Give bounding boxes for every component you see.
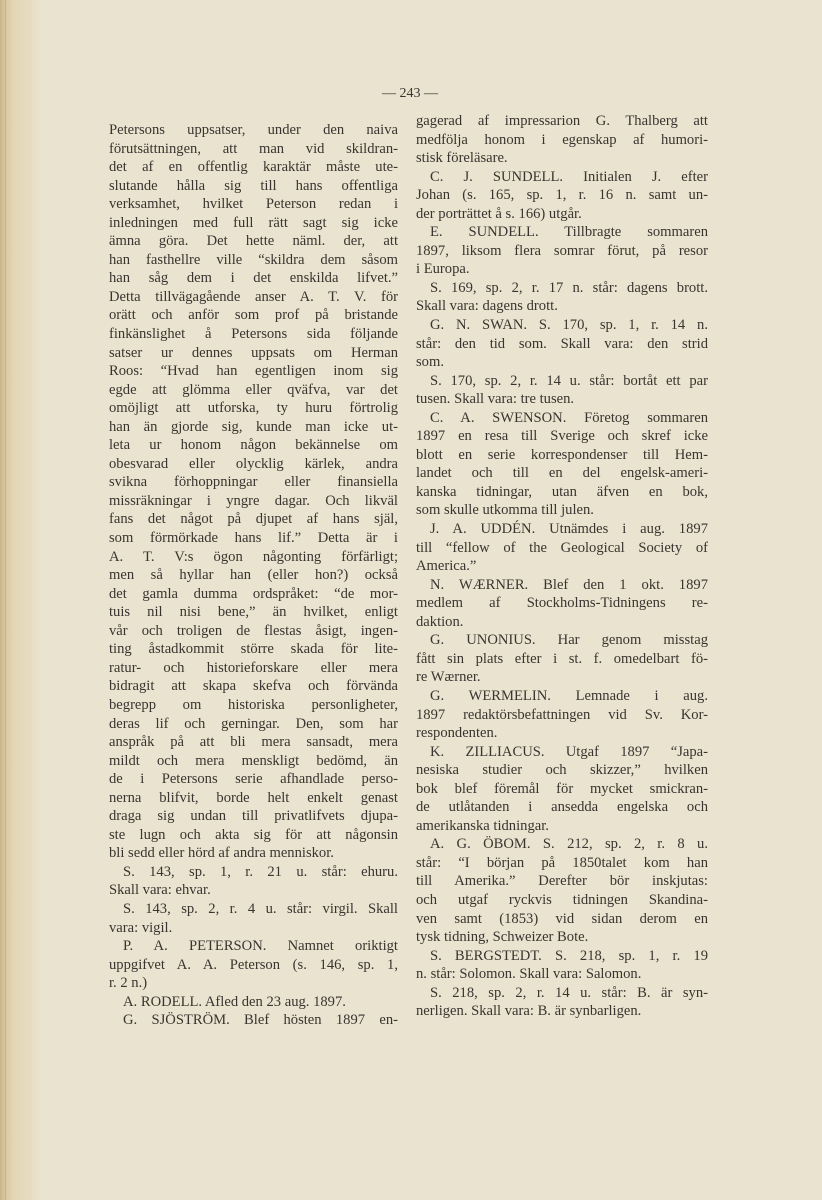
text-line: G. N. SWAN. S. 170, sp. 1, r. 14 n. (430, 317, 708, 334)
text-line: landet och till en del engelsk-ameri- (416, 465, 708, 482)
right-column (416, 112, 708, 1021)
text-line: uppgifvet A. A. Peterson (s. 146, sp. 1, (109, 956, 398, 973)
text-line: Skall vara: dagens drott. (416, 298, 558, 315)
text-line: det gamla dumma ordspråket: “de mor- (109, 585, 398, 602)
paragraph (109, 993, 398, 1012)
text-line: svikna förhoppningar eller finansiella (109, 474, 398, 491)
text-line: 1897 redaktörsbefattningen vid Sv. Kor- (416, 706, 708, 723)
text-line: står: den tid som. Skall vara: den strid (416, 335, 708, 352)
text-line: orätt och anför som prof på bristande (109, 307, 398, 324)
text-line: inledningen med full rätt sagt sig icke (109, 214, 398, 231)
text-line: vår och troligen de flestas åsigt, ingen- (109, 622, 398, 639)
paragraph (109, 121, 398, 863)
text-line: det af en offentlig karaktär måste ute- (109, 159, 398, 176)
text-line: G. UNONIUS. Har genom misstag (430, 632, 708, 649)
text-line: der porträttet å s. 166) utgår. (416, 205, 582, 222)
text-line: ratur- och historieforskare eller mera (109, 659, 398, 676)
paragraph (416, 112, 708, 168)
paragraph (416, 409, 708, 520)
text-line: anspråk på att bli mera sansadt, mera (109, 734, 398, 751)
text-line: draga sig undan till privatlifvets djupa- (109, 808, 398, 825)
page-gutter-edge (0, 0, 40, 1200)
text-line: Johan (s. 165, sp. 1, r. 16 n. samt un- (416, 187, 708, 204)
text-line: fans det något på djupet af hans själ, (109, 511, 398, 528)
text-line: tysk tidning, Schweizer Bote. (416, 929, 589, 946)
text-line: 1897 en resa till Sverige och skref icke (416, 428, 708, 445)
text-line: tuis nil nisi bene,” än hvilket, enligt (109, 604, 398, 621)
text-line: mildt och mera menskligt bedömd, än (109, 752, 398, 769)
text-line: de utlåtanden i ansedda engelska och (416, 799, 708, 816)
text-line: S. 143, sp. 1, r. 21 u. står: ehuru. (123, 863, 398, 880)
text-line: missräkningar i yngre dagar. Och likväl (109, 492, 398, 509)
text-line: A. RODELL. Afled den 23 aug. 1897. (123, 993, 346, 1010)
text-line: K. ZILLIACUS. Utgaf 1897 “Japa- (430, 743, 708, 760)
text-line: S. 218, sp. 2, r. 14 u. står: B. är syn- (430, 984, 708, 1001)
paragraph (416, 687, 708, 743)
text-line: G. SJÖSTRÖM. Blef hösten 1897 en- (123, 1012, 398, 1029)
paragraph (416, 279, 708, 316)
text-line: bidragit att skapa skefva och förvända (109, 678, 398, 695)
paragraph (416, 223, 708, 279)
text-line: n. står: Solomon. Skall vara: Salomon. (416, 966, 642, 983)
text-line: S. 169, sp. 2, r. 17 n. står: dagens brott. (430, 279, 708, 296)
paragraph (416, 316, 708, 372)
text-line: ting åstadkommit större skada för lite- (109, 641, 398, 658)
text-line: han såg dem i det enskilda lifvet.” (109, 270, 398, 287)
text-line: blott en serie korrespondenser till Hem- (416, 446, 708, 463)
text-line: re Wærner. (416, 669, 481, 686)
text-line: obesvarad eller olycklig kärlek, andra (109, 455, 398, 472)
text-line: men så hyllar han (eller hon?) också (109, 567, 398, 584)
text-line: C. A. SWENSON. Företog sommaren (430, 409, 708, 426)
text-line: han fasthellre ville “skildra dem såsom (109, 251, 398, 268)
text-line: P. A. PETERSON. Namnet oriktigt (123, 938, 398, 955)
text-line: S. 143, sp. 2, r. 4 u. står: virgil. Skall (123, 900, 398, 917)
text-line: omöjligt att utforska, ty huru förtrolig (109, 400, 398, 417)
text-line: i Europa. (416, 261, 470, 278)
text-line: ven samt (1853) vid sidan derom en (416, 910, 708, 927)
text-line: finkänslighet å Petersons sida följande (109, 326, 398, 343)
text-line: begrepp om historiska personligheter, (109, 696, 398, 713)
text-line: medlem af Stockholms-Tidningens re- (416, 595, 708, 612)
text-line: till “fellow of the Geological Society of (416, 539, 708, 556)
paragraph (416, 835, 708, 946)
text-line: respondenten. (416, 725, 498, 742)
paragraph (416, 631, 708, 687)
text-line: förutsättningen, att man vid skildran- (109, 140, 398, 157)
text-line: egde att glömma eller qväfva, var det (109, 381, 398, 398)
text-line: står: “I början på 1850talet kom han (416, 854, 708, 871)
text-line: C. J. SUNDELL. Initialen J. efter (430, 168, 708, 185)
text-line: kanska tidningar, utan äfven en bok, (416, 483, 708, 500)
text-line: Detta tillvägagående anser A. T. V. för (109, 288, 398, 305)
text-line: de i Petersons serie afhandlade perso- (109, 771, 398, 788)
paragraph (416, 168, 708, 224)
text-line: r. 2 n.) (109, 975, 148, 992)
text-line: A. T. V:s ögon någonting förfärligt; (109, 548, 398, 565)
paragraph (109, 863, 398, 900)
paragraph (109, 900, 398, 937)
text-line: America.” (416, 558, 477, 575)
text-line: ämna göra. Det hette näml. der, att (109, 233, 398, 250)
text-line: satser ur dennes uppsats om Herman (109, 344, 398, 361)
text-line: som förmörkade hans lif.” Detta är i (109, 530, 398, 547)
text-line: fått sin plats efter i st. f. omedelbart fö- (416, 650, 708, 667)
paragraph (416, 947, 708, 984)
left-column (109, 121, 398, 1030)
text-line: bok blef föremål för mycket smickran- (416, 780, 708, 797)
text-line: gagerad af impressarion G. Thalberg att (416, 113, 708, 129)
text-line: han än gjorde sig, kunde man icke ut- (109, 418, 398, 435)
page-number: — 243 — (382, 86, 438, 101)
paragraph (109, 937, 398, 993)
text-line: Petersons uppsatser, under den naiva (109, 122, 398, 138)
text-line: som skulle utkomma till julen. (416, 502, 594, 519)
paragraph (416, 576, 708, 632)
text-line: medfölja honom i egenskap af humori- (416, 131, 708, 148)
text-line: ste lugn och akta sig för att någonsin (109, 826, 398, 843)
text-line: G. WERMELIN. Lemnade i aug. (430, 687, 708, 704)
text-line: slutande hålla sig till hans offentliga (109, 177, 398, 194)
text-line: och utgaf ryckvis tidningen Skandina- (416, 891, 708, 908)
text-line: S. BERGSTEDT. S. 218, sp. 1, r. 19 (430, 947, 708, 964)
text-line: J. A. UDDÉN. Utnämdes i aug. 1897 (430, 521, 708, 538)
text-line: vara: vigil. (109, 919, 173, 936)
paragraph (416, 520, 708, 576)
text-line: A. G. ÖBOM. S. 212, sp. 2, r. 8 u. (430, 836, 708, 853)
paragraph (416, 372, 708, 409)
text-line: verksamhet, hvilket Peterson redan i (109, 196, 398, 213)
paragraph (109, 1011, 398, 1030)
paragraph (416, 743, 708, 836)
text-line: S. 170, sp. 2, r. 14 u. står: bortåt ett par (430, 372, 708, 389)
text-line: stisk föreläsare. (416, 150, 508, 167)
text-line: som. (416, 354, 444, 371)
text-line: leta ur honom någon bekännelse om (109, 437, 398, 454)
text-line: till Amerika.” Derefter bör inskjutas: (416, 873, 708, 890)
text-line: tusen. Skall vara: tre tusen. (416, 391, 575, 408)
text-line: E. SUNDELL. Tillbragte sommaren (430, 224, 708, 241)
text-line: N. WÆRNER. Blef den 1 okt. 1897 (430, 576, 708, 593)
text-line: daktion. (416, 613, 464, 630)
text-line: 1897, liksom flera somrar förut, på resor (416, 242, 708, 259)
text-line: bli sedd eller hörd af andra menniskor. (109, 845, 334, 862)
text-line: deras lif och gerningar. Den, som har (109, 715, 398, 732)
text-line: Roos: “Hvad han egentligen inom sig (109, 363, 398, 380)
text-line: nerna blifvit, borde helt enkelt genast (109, 789, 398, 806)
text-line: nesiska studier och skizzer,” hvilken (416, 762, 708, 779)
text-line: Skall vara: ehvar. (109, 882, 211, 899)
text-line: amerikanska tidningar. (416, 817, 549, 834)
text-line: nerligen. Skall vara: B. är synbarligen. (416, 1003, 642, 1020)
paragraph (416, 984, 708, 1021)
